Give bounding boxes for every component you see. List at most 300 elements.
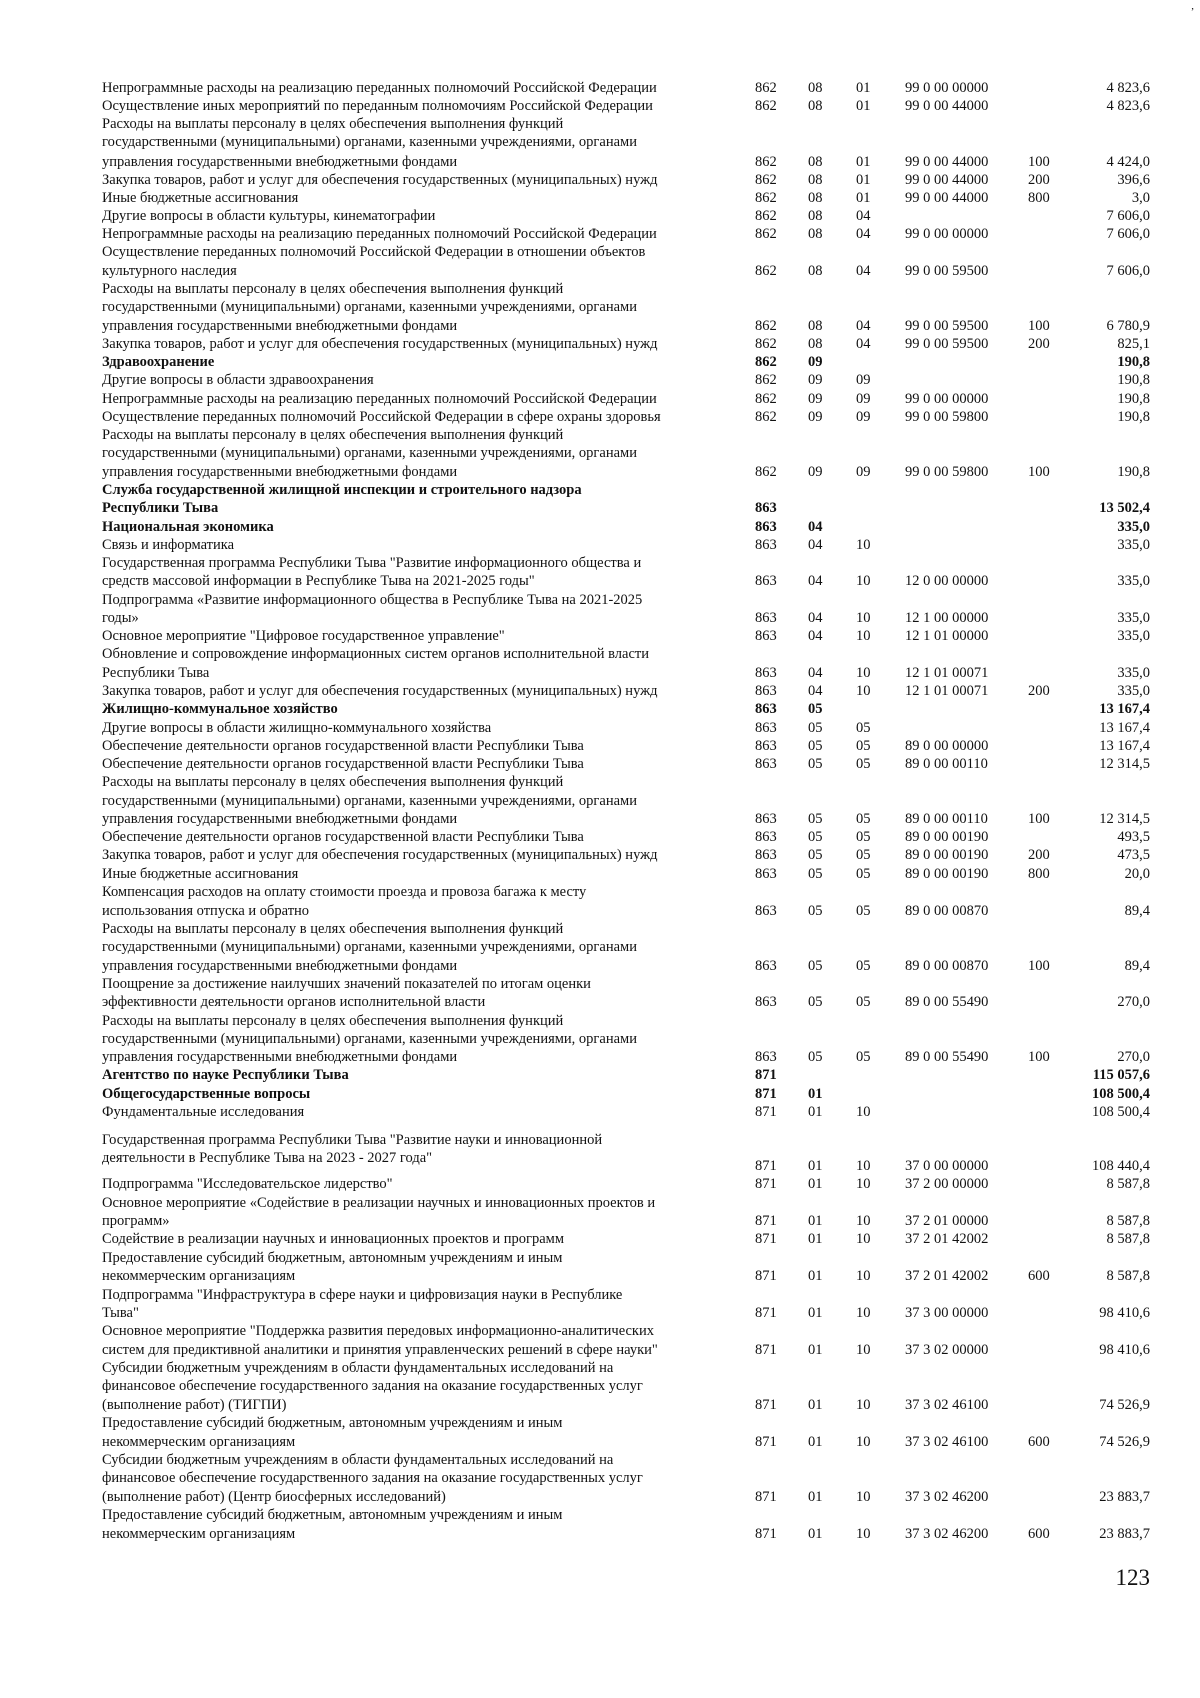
row-subsection-code: 10	[856, 1158, 871, 1174]
row-amount: 396,6	[1117, 172, 1150, 188]
row-subsection-code: 10	[856, 1489, 871, 1505]
row-ministry-code: 863	[755, 665, 777, 681]
row-description: Расходы на выплаты персоналу в целях обеспечения выполнения функций	[102, 116, 564, 132]
row-description: Субсидии бюджетным учреждениям в области фундаментальных исследований на	[102, 1360, 614, 1376]
row-amount: 270,0	[1117, 994, 1150, 1010]
row-amount: 335,0	[1117, 610, 1150, 626]
row-ministry-code: 862	[755, 98, 777, 114]
row-ministry-code: 871	[755, 1158, 777, 1174]
row-expense-type: 800	[1028, 866, 1050, 882]
row-amount: 7 606,0	[1106, 208, 1150, 224]
row-section-code: 01	[808, 1397, 823, 1413]
row-ministry-code: 871	[755, 1342, 777, 1358]
row-description: Основное мероприятие "Цифровое государственное управление"	[102, 628, 505, 644]
row-ministry-code: 862	[755, 190, 777, 206]
row-subsection-code: 05	[856, 738, 871, 754]
row-description: Общегосударственные вопросы	[102, 1086, 311, 1102]
row-amount: 108 500,4	[1092, 1086, 1150, 1102]
row-description: Государственная программа Республики Тыва "Развитие информационного общества и	[102, 555, 642, 571]
row-description: Основное мероприятие "Поддержка развития передовых информационно-аналитических	[102, 1323, 654, 1339]
row-description: финансовое обеспечение государственного задания на оказание государственных услуг	[102, 1378, 643, 1394]
row-subsection-code: 10	[856, 665, 871, 681]
row-section-code: 05	[808, 701, 823, 717]
row-subsection-code: 05	[856, 720, 871, 736]
row-description: государственными (муниципальными) органами, казенными учреждениями, органами	[102, 134, 637, 150]
row-description: Предоставление субсидий бюджетным, автономным учреждениям и иным	[102, 1415, 563, 1431]
row-description: Расходы на выплаты персоналу в целях обеспечения выполнения функций	[102, 427, 564, 443]
row-ministry-code: 862	[755, 409, 777, 425]
row-section-code: 05	[808, 756, 823, 772]
row-expense-type: 200	[1028, 336, 1050, 352]
row-description: Предоставление субсидий бюджетным, автономным учреждениям и иным	[102, 1507, 563, 1523]
row-description: Субсидии бюджетным учреждениям в области фундаментальных исследований на	[102, 1452, 614, 1468]
row-description: Непрограммные расходы на реализацию переданных полномочий Российской Федерации	[102, 391, 657, 407]
row-description: Республики Тыва	[102, 665, 210, 681]
row-ministry-code: 862	[755, 226, 777, 242]
row-subsection-code: 09	[856, 409, 871, 425]
row-amount: 190,8	[1117, 409, 1150, 425]
row-description: деятельности в Республике Тыва на 2023 - 2027 года"	[102, 1150, 433, 1166]
row-description: управления государственными внебюджетными фондами	[102, 464, 458, 480]
row-amount: 3,0	[1131, 190, 1150, 206]
row-amount: 335,0	[1117, 573, 1150, 589]
row-amount: 335,0	[1117, 665, 1150, 681]
row-target-article: 89 0 00 00190	[905, 866, 989, 882]
row-amount: 190,8	[1117, 354, 1150, 370]
row-section-code: 01	[808, 1231, 823, 1247]
row-description: Компенсация расходов на оплату стоимости проезда и провоза багажа к месту	[102, 884, 587, 900]
row-section-code: 08	[808, 263, 823, 279]
row-amount: 8 587,8	[1106, 1268, 1150, 1284]
row-description: государственными (муниципальными) органами, казенными учреждениями, органами	[102, 939, 637, 955]
row-description: Иные бюджетные ассигнования	[102, 190, 299, 206]
row-ministry-code: 863	[755, 683, 777, 699]
row-target-article: 99 0 00 59500	[905, 336, 989, 352]
row-amount: 108 500,4	[1092, 1104, 1150, 1120]
row-section-code: 05	[808, 958, 823, 974]
row-target-article: 37 2 01 42002	[905, 1231, 989, 1247]
corner-mark: ,	[1191, 0, 1194, 12]
row-amount: 13 167,4	[1099, 701, 1150, 717]
row-section-code: 08	[808, 226, 823, 242]
row-description: Подпрограмма "Исследовательское лидерство"	[102, 1176, 393, 1192]
row-section-code: 01	[808, 1104, 823, 1120]
page-number: 123	[1115, 1565, 1150, 1590]
row-ministry-code: 862	[755, 208, 777, 224]
row-description: Обеспечение деятельности органов государственной власти Республики Тыва	[102, 829, 584, 845]
row-description: Осуществление переданных полномочий Российской Федерации в отношении объектов	[102, 244, 646, 260]
row-subsection-code: 05	[856, 866, 871, 882]
row-target-article: 37 3 02 00000	[905, 1342, 989, 1358]
row-ministry-code: 871	[755, 1397, 777, 1413]
row-section-code: 01	[808, 1305, 823, 1321]
row-description: средств массовой информации в Республике Тыва на 2021-2025 годы"	[102, 573, 535, 589]
row-description: Обеспечение деятельности органов государственной власти Республики Тыва	[102, 756, 584, 772]
row-subsection-code: 05	[856, 756, 871, 772]
row-subsection-code: 05	[856, 829, 871, 845]
row-description: Подпрограмма "Инфраструктура в сфере науки и цифровизация науки в Республике	[102, 1287, 623, 1303]
row-subsection-code: 10	[856, 1342, 871, 1358]
row-target-article: 37 2 01 00000	[905, 1213, 989, 1229]
row-ministry-code: 863	[755, 994, 777, 1010]
row-amount: 190,8	[1117, 464, 1150, 480]
row-amount: 473,5	[1117, 847, 1150, 863]
row-ministry-code: 863	[755, 1049, 777, 1065]
row-subsection-code: 01	[856, 154, 871, 170]
row-subsection-code: 05	[856, 811, 871, 827]
row-section-code: 04	[808, 610, 823, 626]
row-target-article: 37 0 00 00000	[905, 1158, 989, 1174]
row-description: Расходы на выплаты персоналу в целях обеспечения выполнения функций	[102, 281, 564, 297]
row-description: государственными (муниципальными) органами, казенными учреждениями, органами	[102, 445, 637, 461]
row-amount: 7 606,0	[1106, 226, 1150, 242]
row-subsection-code: 10	[856, 683, 871, 699]
row-description: Расходы на выплаты персоналу в целях обеспечения выполнения функций	[102, 1013, 564, 1029]
row-amount: 6 780,9	[1106, 318, 1150, 334]
row-subsection-code: 09	[856, 391, 871, 407]
row-amount: 98 410,6	[1099, 1342, 1150, 1358]
row-section-code: 04	[808, 683, 823, 699]
row-ministry-code: 863	[755, 573, 777, 589]
row-amount: 270,0	[1117, 1049, 1150, 1065]
row-section-code: 04	[808, 537, 823, 553]
row-description: Другие вопросы в области жилищно-коммунального хозяйства	[102, 720, 492, 736]
row-section-code: 01	[808, 1086, 823, 1102]
row-amount: 20,0	[1124, 866, 1150, 882]
row-ministry-code: 871	[755, 1231, 777, 1247]
row-amount: 335,0	[1117, 628, 1150, 644]
row-ministry-code: 871	[755, 1305, 777, 1321]
row-amount: 190,8	[1117, 391, 1150, 407]
row-description: Республики Тыва	[102, 500, 219, 516]
row-description: управления государственными внебюджетными фондами	[102, 1049, 458, 1065]
row-subsection-code: 10	[856, 1213, 871, 1229]
row-target-article: 37 3 00 00000	[905, 1305, 989, 1321]
row-ministry-code: 863	[755, 903, 777, 919]
row-expense-type: 600	[1028, 1526, 1050, 1542]
row-description: Закупка товаров, работ и услуг для обеспечения государственных (муниципальных) нужд	[102, 172, 658, 188]
row-subsection-code: 01	[856, 98, 871, 114]
row-subsection-code: 04	[856, 318, 871, 334]
row-target-article: 12 1 00 00000	[905, 610, 989, 626]
row-description: Основное мероприятие «Содействие в реализации научных и инновационных проектов и	[102, 1195, 656, 1211]
row-section-code: 01	[808, 1213, 823, 1229]
row-target-article: 89 0 00 00000	[905, 738, 989, 754]
row-section-code: 05	[808, 903, 823, 919]
row-section-code: 04	[808, 519, 823, 535]
row-expense-type: 200	[1028, 172, 1050, 188]
row-section-code: 05	[808, 994, 823, 1010]
row-description: Закупка товаров, работ и услуг для обеспечения государственных (муниципальных) нужд	[102, 847, 658, 863]
row-amount: 8 587,8	[1106, 1176, 1150, 1192]
row-section-code: 01	[808, 1489, 823, 1505]
row-ministry-code: 863	[755, 829, 777, 845]
row-amount: 8 587,8	[1106, 1213, 1150, 1229]
row-section-code: 01	[808, 1176, 823, 1192]
row-description: управления государственными внебюджетными фондами	[102, 958, 458, 974]
row-section-code: 09	[808, 391, 823, 407]
row-section-code: 08	[808, 154, 823, 170]
row-section-code: 08	[808, 336, 823, 352]
row-subsection-code: 05	[856, 1049, 871, 1065]
row-target-article: 99 0 00 44000	[905, 98, 989, 114]
row-subsection-code: 09	[856, 464, 871, 480]
row-subsection-code: 10	[856, 1268, 871, 1284]
row-amount: 7 606,0	[1106, 263, 1150, 279]
row-description: использования отпуска и обратно	[102, 903, 310, 919]
row-expense-type: 100	[1028, 154, 1050, 170]
row-description: управления государственными внебюджетными фондами	[102, 154, 458, 170]
row-ministry-code: 863	[755, 537, 777, 553]
row-amount: 74 526,9	[1099, 1397, 1150, 1413]
row-expense-type: 200	[1028, 847, 1050, 863]
row-target-article: 89 0 00 55490	[905, 994, 989, 1010]
row-target-article: 99 0 00 59500	[905, 263, 989, 279]
row-target-article: 12 0 00 00000	[905, 573, 989, 589]
row-expense-type: 600	[1028, 1434, 1050, 1450]
row-description: эффективности деятельности органов исполнительной власти	[102, 994, 486, 1010]
row-target-article: 12 1 01 00071	[905, 665, 989, 681]
row-expense-type: 100	[1028, 318, 1050, 334]
row-section-code: 08	[808, 98, 823, 114]
row-description: Обеспечение деятельности органов государственной власти Республики Тыва	[102, 738, 584, 754]
row-target-article: 89 0 00 00110	[905, 811, 988, 827]
row-ministry-code: 862	[755, 154, 777, 170]
row-section-code: 04	[808, 628, 823, 644]
row-description: программ»	[102, 1213, 170, 1229]
row-ministry-code: 871	[755, 1176, 777, 1192]
row-ministry-code: 871	[755, 1268, 777, 1284]
row-amount: 89,4	[1124, 958, 1150, 974]
row-description: Национальная экономика	[102, 519, 274, 535]
row-description: финансовое обеспечение государственного задания на оказание государственных услуг	[102, 1470, 643, 1486]
row-section-code: 09	[808, 372, 823, 388]
row-ministry-code: 862	[755, 336, 777, 352]
row-description: Жилищно-коммунальное хозяйство	[102, 701, 338, 717]
row-section-code: 04	[808, 573, 823, 589]
row-target-article: 99 0 00 44000	[905, 154, 989, 170]
row-description: Иные бюджетные ассигнования	[102, 866, 299, 882]
row-section-code: 08	[808, 190, 823, 206]
row-amount: 13 502,4	[1099, 500, 1150, 516]
row-description: Непрограммные расходы на реализацию переданных полномочий Российской Федерации	[102, 80, 657, 96]
row-ministry-code: 862	[755, 372, 777, 388]
row-subsection-code: 04	[856, 336, 871, 352]
row-target-article: 37 3 02 46100	[905, 1434, 989, 1450]
row-amount: 335,0	[1117, 683, 1150, 699]
row-description: некоммерческим организациям	[102, 1434, 296, 1450]
row-description: государственными (муниципальными) органами, казенными учреждениями, органами	[102, 299, 637, 315]
row-target-article: 99 0 00 44000	[905, 172, 989, 188]
row-section-code: 05	[808, 720, 823, 736]
row-description: Содействие в реализации научных и инновационных проектов и программ	[102, 1231, 564, 1247]
row-subsection-code: 10	[856, 1397, 871, 1413]
row-subsection-code: 10	[856, 1305, 871, 1321]
row-amount: 98 410,6	[1099, 1305, 1150, 1321]
row-description: Непрограммные расходы на реализацию переданных полномочий Российской Федерации	[102, 226, 657, 242]
row-target-article: 99 0 00 00000	[905, 226, 989, 242]
row-ministry-code: 863	[755, 847, 777, 863]
row-ministry-code: 863	[755, 811, 777, 827]
row-section-code: 01	[808, 1158, 823, 1174]
row-target-article: 99 0 00 44000	[905, 190, 989, 206]
row-amount: 89,4	[1124, 903, 1150, 919]
row-ministry-code: 863	[755, 500, 777, 516]
row-description: Осуществление иных мероприятий по переданным полномочиям Российской Федерации	[102, 98, 653, 114]
row-subsection-code: 04	[856, 226, 871, 242]
row-target-article: 89 0 00 00870	[905, 903, 989, 919]
row-subsection-code: 10	[856, 610, 871, 626]
row-description: Осуществление переданных полномочий Российской Федерации в сфере охраны здоровья	[102, 409, 661, 425]
row-description: культурного наследия	[102, 263, 237, 279]
row-amount: 4 823,6	[1106, 98, 1150, 114]
row-target-article: 89 0 00 00870	[905, 958, 989, 974]
row-subsection-code: 01	[856, 190, 871, 206]
row-ministry-code: 863	[755, 610, 777, 626]
row-ministry-code: 862	[755, 80, 777, 96]
row-amount: 190,8	[1117, 372, 1150, 388]
row-description: систем для предиктивной аналитики и принятия управленческих решений в сфере науки"	[102, 1342, 658, 1358]
row-amount: 23 883,7	[1099, 1489, 1150, 1505]
row-section-code: 01	[808, 1526, 823, 1542]
row-expense-type: 800	[1028, 190, 1050, 206]
row-target-article: 99 0 00 00000	[905, 391, 989, 407]
row-amount: 115 057,6	[1092, 1067, 1150, 1083]
row-expense-type: 100	[1028, 1049, 1050, 1065]
row-expense-type: 100	[1028, 958, 1050, 974]
row-target-article: 12 1 01 00071	[905, 683, 989, 699]
row-ministry-code: 862	[755, 172, 777, 188]
row-target-article: 99 0 00 59800	[905, 464, 989, 480]
row-ministry-code: 871	[755, 1104, 777, 1120]
row-ministry-code: 871	[755, 1067, 777, 1083]
row-amount: 335,0	[1117, 519, 1150, 535]
row-description: Подпрограмма «Развитие информационного общества в Республике Тыва на 2021-2025	[102, 592, 643, 608]
row-subsection-code: 10	[856, 573, 871, 589]
row-target-article: 37 2 01 42002	[905, 1268, 989, 1284]
row-description: Предоставление субсидий бюджетным, автономным учреждениям и иным	[102, 1250, 563, 1266]
row-amount: 13 167,4	[1099, 738, 1150, 754]
row-ministry-code: 863	[755, 720, 777, 736]
row-subsection-code: 10	[856, 1176, 871, 1192]
row-expense-type: 600	[1028, 1268, 1050, 1284]
row-ministry-code: 871	[755, 1489, 777, 1505]
row-ministry-code: 862	[755, 391, 777, 407]
row-description: (выполнение работ) (Центр биосферных исследований)	[102, 1489, 446, 1505]
row-section-code: 05	[808, 829, 823, 845]
row-description: Закупка товаров, работ и услуг для обеспечения государственных (муниципальных) нужд	[102, 683, 658, 699]
row-description: Расходы на выплаты персоналу в целях обеспечения выполнения функций	[102, 921, 564, 937]
row-subsection-code: 05	[856, 958, 871, 974]
row-description: Другие вопросы в области здравоохранения	[102, 372, 374, 388]
row-ministry-code: 862	[755, 318, 777, 334]
row-ministry-code: 863	[755, 866, 777, 882]
row-description: некоммерческим организациям	[102, 1526, 296, 1542]
row-amount: 74 526,9	[1099, 1434, 1150, 1450]
row-description: управления государственными внебюджетными фондами	[102, 811, 458, 827]
row-subsection-code: 01	[856, 172, 871, 188]
row-ministry-code: 871	[755, 1213, 777, 1229]
row-amount: 23 883,7	[1099, 1526, 1150, 1542]
row-subsection-code: 10	[856, 628, 871, 644]
row-subsection-code: 01	[856, 80, 871, 96]
row-section-code: 01	[808, 1268, 823, 1284]
row-target-article: 89 0 00 55490	[905, 1049, 989, 1065]
row-ministry-code: 863	[755, 701, 777, 717]
row-section-code: 05	[808, 866, 823, 882]
row-description: государственными (муниципальными) органами, казенными учреждениями, органами	[102, 1031, 637, 1047]
row-target-article: 89 0 00 00190	[905, 847, 989, 863]
row-amount: 12 314,5	[1099, 756, 1150, 772]
row-section-code: 05	[808, 847, 823, 863]
row-amount: 108 440,4	[1092, 1158, 1150, 1174]
row-ministry-code: 863	[755, 958, 777, 974]
row-target-article: 99 0 00 59800	[905, 409, 989, 425]
row-section-code: 08	[808, 80, 823, 96]
row-description: Связь и информатика	[102, 537, 235, 553]
row-target-article: 37 2 00 00000	[905, 1176, 989, 1192]
row-description: некоммерческим организациям	[102, 1268, 296, 1284]
row-description: (выполнение работ) (ТИГПИ)	[102, 1397, 287, 1413]
row-ministry-code: 863	[755, 738, 777, 754]
row-subsection-code: 10	[856, 1526, 871, 1542]
row-subsection-code: 05	[856, 994, 871, 1010]
row-description: Расходы на выплаты персоналу в целях обеспечения выполнения функций	[102, 774, 564, 790]
row-amount: 335,0	[1117, 537, 1150, 553]
row-description: Фундаментальные исследования	[102, 1104, 305, 1120]
row-description: Агентство по науке Республики Тыва	[102, 1067, 349, 1083]
row-amount: 825,1	[1117, 336, 1150, 352]
row-description: государственными (муниципальными) органами, казенными учреждениями, органами	[102, 793, 637, 809]
row-subsection-code: 05	[856, 903, 871, 919]
row-description: Государственная программа Республики Тыва "Развитие науки и инновационной	[102, 1132, 603, 1148]
row-section-code: 01	[808, 1342, 823, 1358]
row-section-code: 09	[808, 354, 823, 370]
row-ministry-code: 871	[755, 1526, 777, 1542]
row-section-code: 05	[808, 1049, 823, 1065]
row-description: Другие вопросы в области культуры, кинематографии	[102, 208, 436, 224]
row-description: Закупка товаров, работ и услуг для обеспечения государственных (муниципальных) нужд	[102, 336, 658, 352]
row-section-code: 09	[808, 464, 823, 480]
row-expense-type: 100	[1028, 464, 1050, 480]
row-amount: 4 823,6	[1106, 80, 1150, 96]
row-expense-type: 100	[1028, 811, 1050, 827]
row-amount: 4 424,0	[1106, 154, 1150, 170]
row-expense-type: 200	[1028, 683, 1050, 699]
row-target-article: 37 3 02 46200	[905, 1526, 989, 1542]
row-section-code: 08	[808, 318, 823, 334]
row-target-article: 37 3 02 46200	[905, 1489, 989, 1505]
row-ministry-code: 862	[755, 263, 777, 279]
row-description: Обновление и сопровождение информационных систем органов исполнительной власти	[102, 646, 649, 662]
row-description: Тыва"	[102, 1305, 139, 1321]
row-ministry-code: 871	[755, 1434, 777, 1450]
row-description: Здравоохранение	[102, 354, 215, 370]
row-target-article: 89 0 00 00110	[905, 756, 988, 772]
row-target-article: 99 0 00 59500	[905, 318, 989, 334]
row-subsection-code: 10	[856, 1104, 871, 1120]
row-ministry-code: 862	[755, 464, 777, 480]
row-subsection-code: 10	[856, 1231, 871, 1247]
row-section-code: 08	[808, 172, 823, 188]
row-subsection-code: 04	[856, 208, 871, 224]
row-section-code: 08	[808, 208, 823, 224]
row-amount: 12 314,5	[1099, 811, 1150, 827]
row-amount: 13 167,4	[1099, 720, 1150, 736]
row-section-code: 01	[808, 1434, 823, 1450]
row-ministry-code: 871	[755, 1086, 777, 1102]
row-target-article: 89 0 00 00190	[905, 829, 989, 845]
